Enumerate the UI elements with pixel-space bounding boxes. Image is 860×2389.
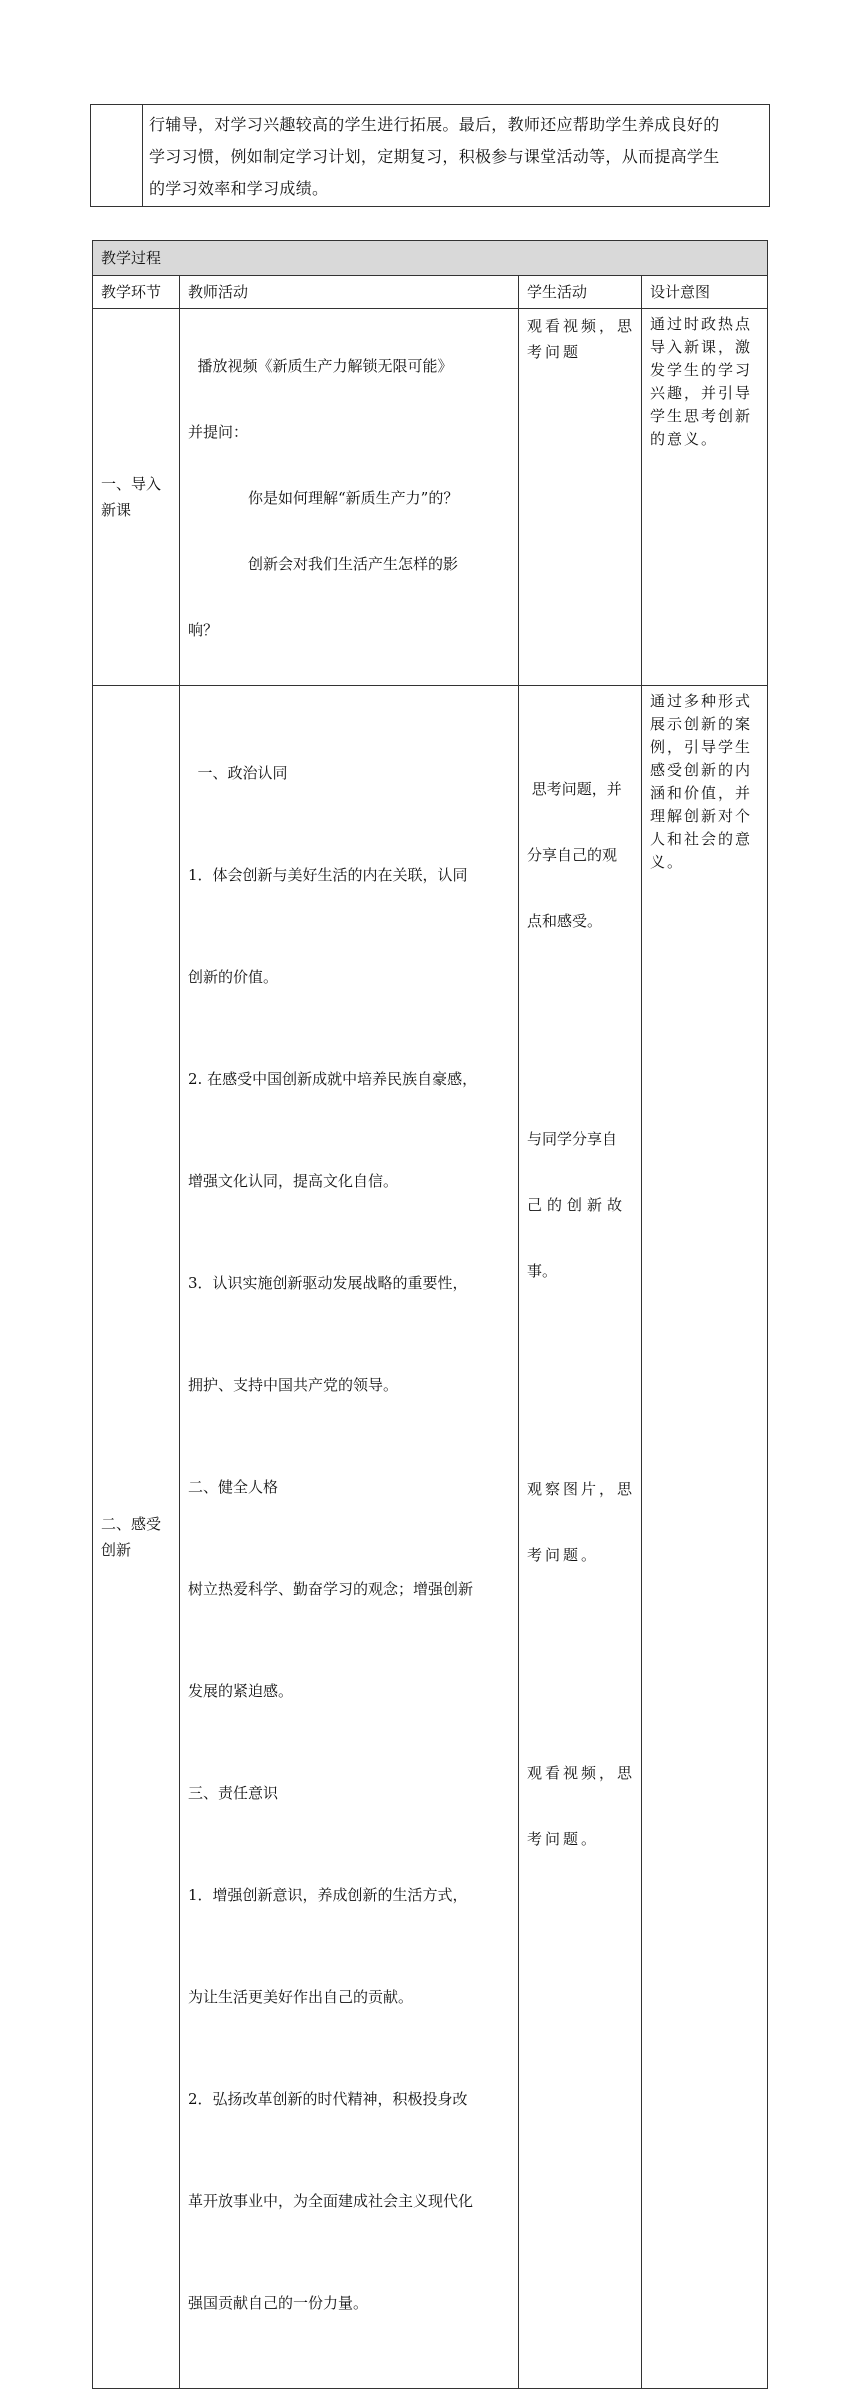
student-line: 考问题。 xyxy=(527,1546,600,1564)
teacher-line: 3．认识实施创新驱动发展战略的重要性， xyxy=(188,1274,468,1292)
blank-label-cell xyxy=(91,105,143,207)
section-cell xyxy=(93,309,180,686)
student-line: 观看视频，思 xyxy=(527,1764,636,1782)
teacher-line: 播放视频《新质生产力解锁无限可能》 xyxy=(188,357,453,375)
teacher-line: 树立热爱科学、勤奋学习的观念；增强创新 xyxy=(188,1580,474,1598)
teacher-line: 强国贡献自己的一份力量。 xyxy=(188,2294,369,2312)
table-row-intro xyxy=(93,309,768,686)
section-cell xyxy=(93,686,180,2389)
continuation-line: 的学习效率和学习成绩。 xyxy=(149,179,329,198)
section-line: 新课 xyxy=(101,501,132,519)
teacher-line: 2. 在感受中国创新成就中培养民族自豪感， xyxy=(188,1070,478,1088)
section-line: 一、导入 xyxy=(101,475,162,493)
student-line: 事。 xyxy=(527,1262,558,1280)
design-line: 学生思考创新 xyxy=(650,407,753,425)
design-line: 理解创新对个 xyxy=(650,807,753,825)
design-line: 义。 xyxy=(650,853,685,871)
continuation-line: 行辅导，对学习兴趣较高的学生进行拓展。最后，教师还应帮助学生养成良好的 xyxy=(149,115,720,134)
column-header-student: 学生活动 xyxy=(519,276,642,309)
design-line: 的意义。 xyxy=(650,430,719,448)
student-line: 思考问题，并 xyxy=(527,780,622,798)
section-line: 创新 xyxy=(101,1541,132,1559)
design-line: 通过多种形式 xyxy=(650,692,753,710)
design-line: 例，引导学生 xyxy=(650,738,753,756)
column-header-teacher: 教师活动 xyxy=(180,276,519,309)
teacher-line: 响？ xyxy=(188,621,219,639)
design-intent-cell xyxy=(642,309,768,686)
continuation-line: 学习习惯，例如制定学习计划，定期复习，积极参与课堂活动等，从而提高学生 xyxy=(149,147,720,166)
teacher-line: 三、责任意识 xyxy=(188,1784,279,1802)
student-line: 与同学分享自 xyxy=(527,1130,618,1148)
student-group xyxy=(527,734,635,976)
teacher-line: 一、政治认同 xyxy=(188,764,288,782)
design-line: 发学生的学习 xyxy=(650,361,753,379)
teacher-line: 为让生活更美好作出自己的贡献。 xyxy=(188,1988,414,2006)
student-group xyxy=(527,1718,635,1894)
student-line: 观看视频，思 xyxy=(527,317,636,335)
continuation-table xyxy=(90,104,770,207)
teacher-line: 创新会对我们生活产生怎样的影 xyxy=(188,555,459,573)
design-line: 涵和价值，并 xyxy=(650,784,753,802)
teacher-line: 增强文化认同，提高文化自信。 xyxy=(188,1172,399,1190)
teacher-line: 1．增强创新意识，养成创新的生活方式， xyxy=(188,1886,468,1904)
design-line: 人和社会的意 xyxy=(650,830,753,848)
teaching-process-table xyxy=(92,240,768,2389)
column-header-design: 设计意图 xyxy=(642,276,768,309)
student-line: 考问题。 xyxy=(527,1830,600,1848)
teacher-activity-cell xyxy=(180,309,519,686)
teacher-line: 2．弘扬改革创新的时代精神，积极投身改 xyxy=(188,2090,468,2108)
teacher-line: 拥护、支持中国共产党的领导。 xyxy=(188,1376,399,1394)
table-row-experience xyxy=(93,686,768,2389)
design-line: 感受创新的内 xyxy=(650,761,753,779)
table-title: 教学过程 xyxy=(93,241,768,276)
continuation-text xyxy=(143,105,770,207)
design-line: 兴趣，并引导 xyxy=(650,384,753,402)
student-line: 观察图片，思 xyxy=(527,1480,636,1498)
student-group xyxy=(527,1084,635,1326)
student-line: 己的创新故 xyxy=(527,1196,628,1214)
student-line: 分享自己的观 xyxy=(527,846,618,864)
student-activity-cell xyxy=(519,686,642,2389)
design-intent-cell xyxy=(642,686,768,2389)
teacher-activity-cell xyxy=(180,686,519,2389)
design-line: 通过时政热点 xyxy=(650,315,753,333)
student-line: 点和感受。 xyxy=(527,912,603,930)
design-line: 展示创新的案 xyxy=(650,715,753,733)
teacher-line: 革开放事业中，为全面建成社会主义现代化 xyxy=(188,2192,474,2210)
column-header-section: 教学环节 xyxy=(93,276,180,309)
teacher-line: 并提问： xyxy=(188,423,249,441)
student-group xyxy=(527,1434,635,1610)
student-line: 考问题 xyxy=(527,343,582,361)
teacher-line: 创新的价值。 xyxy=(188,968,279,986)
teacher-line: 发展的紧迫感。 xyxy=(188,1682,294,1700)
teacher-line: 二、健全人格 xyxy=(188,1478,279,1496)
section-line: 二、感受 xyxy=(101,1515,162,1533)
teacher-line: 1．体会创新与美好生活的内在关联，认同 xyxy=(188,866,468,884)
design-line: 导入新课，激 xyxy=(650,338,753,356)
teacher-line: 你是如何理解“新质生产力”的？ xyxy=(188,489,459,507)
student-activity-cell xyxy=(519,309,642,686)
